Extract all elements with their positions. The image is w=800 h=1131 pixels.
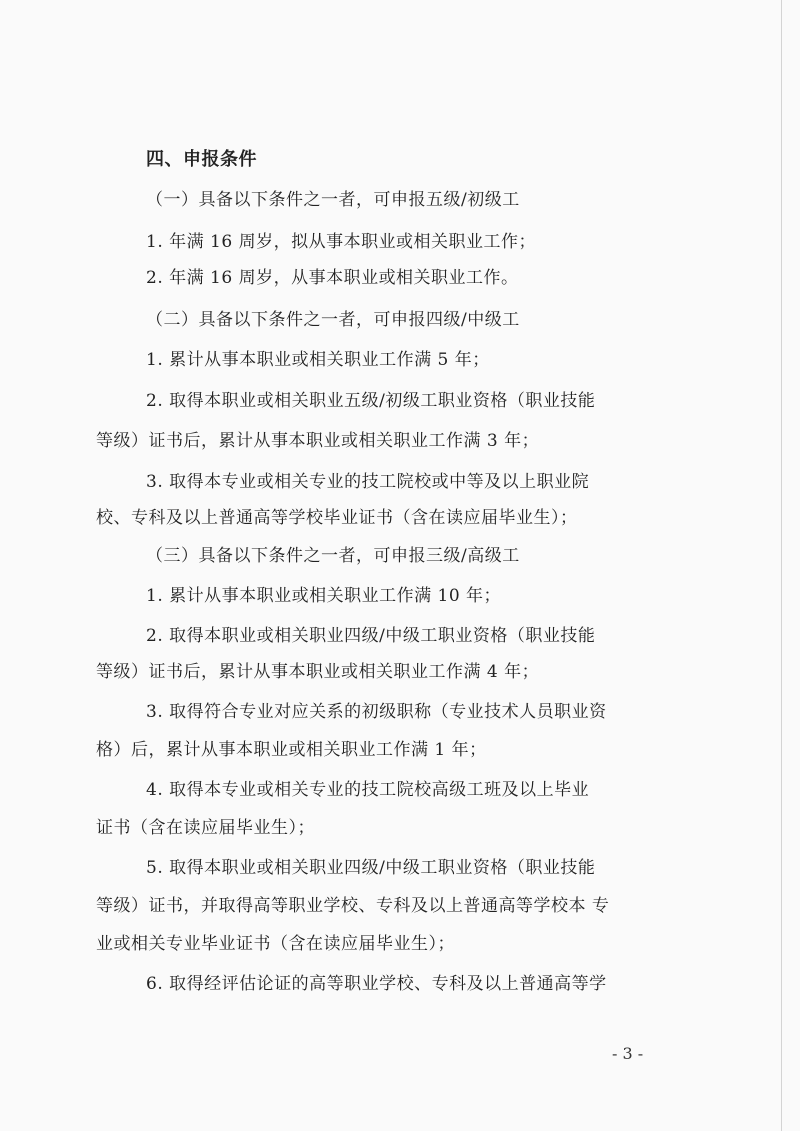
- paragraph-line: 等级）证书后，累计从事本职业或相关职业工作满 4 年；: [96, 662, 540, 682]
- paragraph-line: 6. 取得经评估论证的高等职业学校、专科及以上普通高等学: [146, 974, 607, 994]
- paragraph-line: 业或相关专业毕业证书（含在读应届毕业生）；: [96, 934, 455, 954]
- paragraph-line: 3. 取得符合专业对应关系的初级职称（专业技术人员职业资: [146, 702, 607, 722]
- paragraph-line: 格）后，累计从事本职业或相关职业工作满 1 年；: [96, 740, 487, 760]
- paragraph-line: 2. 年满 16 周岁，从事本职业或相关职业工作。: [146, 268, 519, 288]
- scan-edge-line: [781, 0, 782, 1131]
- section-heading: 四、申报条件: [146, 149, 257, 170]
- paragraph-line: 证书（含在读应届毕业生）；: [96, 818, 315, 838]
- page-number: - 3 -: [612, 1044, 644, 1063]
- paragraph-line: 4. 取得本专业或相关专业的技工院校高级工班及以上毕业: [146, 780, 590, 800]
- subsection-heading: （二）具备以下条件之一者，可申报四级/中级工: [146, 310, 520, 330]
- paragraph-line: 校、专科及以上普通高等学校毕业证书（含在读应届毕业生）；: [96, 508, 578, 528]
- paragraph-line: 2. 取得本职业或相关职业五级/初级工职业资格（职业技能: [146, 391, 596, 411]
- subsection-heading: （三）具备以下条件之一者，可申报三级/高级工: [146, 546, 520, 566]
- paragraph-line: 等级）证书后，累计从事本职业或相关职业工作满 3 年；: [96, 431, 540, 451]
- paragraph-line: 1. 累计从事本职业或相关职业工作满 5 年；: [146, 350, 490, 370]
- paragraph-line: 等级）证书，并取得高等职业学校、专科及以上普通高等学校本 专: [96, 896, 610, 916]
- paragraph-line: 5. 取得本职业或相关职业四级/中级工职业资格（职业技能: [146, 858, 596, 878]
- paragraph-line: 1. 年满 16 周岁，拟从事本职业或相关职业工作；: [146, 232, 537, 252]
- paragraph-line: 1. 累计从事本职业或相关职业工作满 10 年；: [146, 586, 502, 606]
- paragraph-line: 2. 取得本职业或相关职业四级/中级工职业资格（职业技能: [146, 626, 596, 646]
- subsection-heading: （一）具备以下条件之一者，可申报五级/初级工: [146, 190, 520, 210]
- paragraph-line: 3. 取得本专业或相关专业的技工院校或中等及以上职业院: [146, 472, 590, 492]
